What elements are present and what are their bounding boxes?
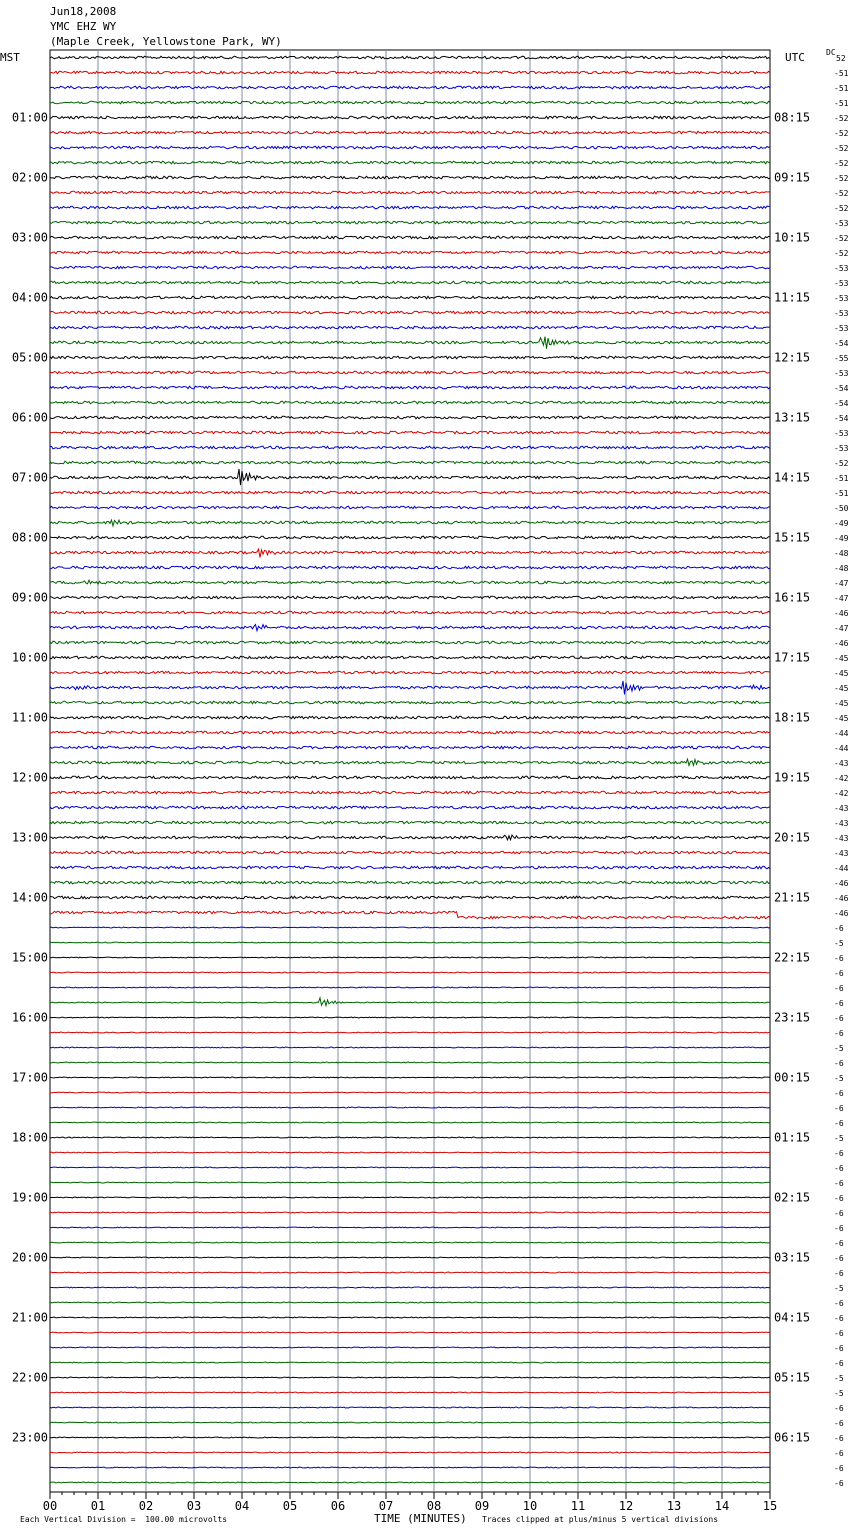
trace-row [50, 821, 770, 824]
dc-offset-label: -48 [834, 549, 849, 558]
trace-row [50, 431, 770, 434]
chart-location: (Maple Creek, Yellowstone Park, WY) [50, 35, 282, 48]
trace-row [50, 881, 770, 884]
trace-row [50, 266, 770, 269]
dc-offset-label: -6 [834, 1119, 844, 1128]
dc-offset-label: -6 [834, 1149, 844, 1158]
dc-offset-label: -6 [834, 1359, 844, 1368]
trace-row [50, 536, 770, 539]
mst-hour-label: 10:00 [11, 650, 48, 665]
trace-row [50, 1197, 770, 1198]
dc-offset-label: -5 [834, 1044, 844, 1053]
x-tick-label: 11 [570, 1499, 586, 1513]
x-tick-label: 04 [234, 1499, 250, 1513]
x-tick-label: 08 [426, 1499, 442, 1513]
x-tick-label: 02 [138, 1499, 154, 1513]
dc-offset-label: -6 [834, 1164, 844, 1173]
axis-labels [12, 54, 849, 1513]
dc-offset-label: -53 [834, 309, 849, 318]
trace-row [50, 1047, 770, 1048]
x-tick-label: 15 [762, 1499, 778, 1513]
x-tick-label: 13 [666, 1499, 682, 1513]
utc-hour-label: 15:15 [774, 530, 811, 545]
trace-row [50, 806, 770, 809]
mst-hour-label: 06:00 [11, 410, 48, 425]
dc-offset-label: -52 [834, 204, 849, 213]
trace-row [50, 1017, 770, 1018]
dc-offset-label: -5 [834, 1074, 844, 1083]
mst-hour-label: 09:00 [11, 590, 48, 605]
dc-offset-label: -42 [834, 789, 849, 798]
dc-offset-label: -53 [834, 264, 849, 273]
dc-offset-label: -6 [834, 1299, 844, 1308]
trace-row [50, 1257, 770, 1258]
trace-row [50, 191, 770, 194]
dc-offset-label: -47 [834, 579, 849, 588]
x-tick-label: 07 [378, 1499, 394, 1513]
dc-offset-label: -6 [834, 1449, 844, 1458]
dc-offset-label: -53 [834, 444, 849, 453]
dc-offset-label: -52 [834, 249, 849, 258]
mst-hour-label: 21:00 [11, 1310, 48, 1325]
trace-row [50, 835, 770, 840]
dc-offset-label: -6 [834, 1464, 844, 1473]
trace-row [50, 1272, 770, 1273]
dc-offset-label: -51 [834, 489, 849, 498]
dc-offset-label: -53 [834, 279, 849, 288]
x-tick-label: 05 [282, 1499, 298, 1513]
utc-hour-label: 02:15 [774, 1190, 811, 1205]
dc-offset-label: -45 [834, 699, 849, 708]
dc-offset-label: -6 [834, 1104, 844, 1113]
mst-hour-label: 04:00 [11, 290, 48, 305]
dc-offset-label: -6 [834, 1029, 844, 1038]
dc-offset-label: -6 [834, 1014, 844, 1023]
trace-row [50, 656, 770, 659]
trace-row [50, 972, 770, 973]
trace-row [50, 416, 770, 419]
mst-hour-label: 02:00 [11, 170, 48, 185]
mst-hour-label: 11:00 [11, 710, 48, 725]
trace-row [50, 776, 770, 779]
mst-hour-label: 05:00 [11, 350, 48, 365]
trace-row [50, 56, 770, 59]
utc-hour-label: 06:15 [774, 1430, 811, 1445]
trace-row [50, 206, 770, 209]
utc-hour-label: 08:15 [774, 110, 811, 125]
utc-hour-label: 14:15 [774, 470, 811, 485]
trace-row [50, 759, 770, 766]
dc-offset-label: -45 [834, 654, 849, 663]
trace-row [50, 1377, 770, 1378]
clip-note: Traces clipped at plus/minus 5 vertical divisions [482, 1515, 719, 1524]
trace-row [50, 957, 770, 958]
dc-offset-label: -52 [834, 159, 849, 168]
mst-hour-label: 19:00 [11, 1190, 48, 1205]
trace-row [50, 446, 770, 449]
dc-offset-label: -6 [834, 1329, 844, 1338]
dc-offset-label: -52 [834, 144, 849, 153]
dc-offset-label: -6 [834, 1224, 844, 1233]
x-tick-label: 12 [618, 1499, 634, 1513]
trace-row [50, 469, 770, 485]
mst-hour-label: 22:00 [11, 1370, 48, 1385]
trace-row [50, 942, 770, 943]
dc-offset-label: -53 [834, 369, 849, 378]
dc-offset-label: -52 [834, 234, 849, 243]
dc-offset-label: -53 [834, 324, 849, 333]
dc-offset-label: -43 [834, 759, 849, 768]
utc-hour-label: 01:15 [774, 1130, 811, 1145]
trace-row [50, 866, 770, 869]
trace-row [50, 1137, 770, 1138]
trace-row [50, 1437, 770, 1438]
dc-offset-label: -51 [834, 99, 849, 108]
dc-offset-label: -5 [834, 939, 844, 948]
dc-offset-label: -51 [834, 474, 849, 483]
trace-row [50, 1362, 770, 1363]
utc-hour-label: 04:15 [774, 1310, 811, 1325]
trace-row [50, 681, 770, 694]
trace-row [50, 296, 770, 299]
mst-hour-label: 03:00 [11, 230, 48, 245]
dc-offset-label: -46 [834, 909, 849, 918]
dc-offset-label: -53 [834, 219, 849, 228]
dc-offset-label: -52 [834, 174, 849, 183]
dc-offset-label: -44 [834, 744, 849, 753]
dc-offset-label: -46 [834, 609, 849, 618]
scale-note: Each Vertical Division = 100.00 microvolts [20, 1515, 228, 1524]
x-tick-label: 09 [474, 1499, 490, 1513]
trace-row [50, 371, 770, 374]
trace-row [50, 356, 770, 359]
utc-hour-label: 05:15 [774, 1370, 811, 1385]
dc-offset-label: -46 [834, 639, 849, 648]
utc-hour-label: 19:15 [774, 770, 811, 785]
utc-hour-label: 20:15 [774, 830, 811, 845]
trace-row [50, 176, 770, 179]
chart-station: YMC EHZ WY [50, 20, 117, 33]
trace-row [50, 386, 770, 389]
trace-row [50, 611, 770, 614]
trace-row [50, 1452, 770, 1453]
trace-row [50, 1152, 770, 1153]
utc-hour-label: 12:15 [774, 350, 811, 365]
utc-hour-label: 03:15 [774, 1250, 811, 1265]
utc-hour-label: 22:15 [774, 950, 811, 965]
dc-offset-label: -54 [834, 414, 849, 423]
dc-offset-label: -45 [834, 714, 849, 723]
trace-row [50, 1182, 770, 1183]
utc-hour-label: 18:15 [774, 710, 811, 725]
dc-offset-label: -49 [834, 519, 849, 528]
trace-row [50, 641, 770, 644]
dc-offset-label: -5 [834, 1374, 844, 1383]
trace-row [50, 701, 770, 704]
dc-offset-label: -6 [834, 1269, 844, 1278]
chart-date: Jun18,2008 [50, 5, 117, 18]
trace-row [50, 1317, 770, 1318]
trace-row [50, 86, 770, 89]
dc-offset-label: -52 [834, 114, 849, 123]
dc-offset-label: -43 [834, 834, 849, 843]
dc-offset-label: -5 [834, 1134, 844, 1143]
mst-hour-label: 12:00 [11, 770, 48, 785]
utc-hour-label: 10:15 [774, 230, 811, 245]
dc-offset-label: -6 [834, 1479, 844, 1488]
trace-row [50, 896, 770, 899]
dc-offset-label: -6 [834, 1314, 844, 1323]
x-axis-label: TIME (MINUTES) [374, 1512, 467, 1525]
utc-hour-label: 11:15 [774, 290, 811, 305]
dc-offset-label: -6 [834, 1059, 844, 1068]
mst-hour-label: 14:00 [11, 890, 48, 905]
mst-hour-label: 07:00 [11, 470, 48, 485]
trace-row [50, 987, 770, 988]
trace-row [50, 1062, 770, 1063]
mst-hour-label: 08:00 [11, 530, 48, 545]
trace-row [50, 251, 770, 254]
dc-offset-label: -46 [834, 879, 849, 888]
trace-row [50, 131, 770, 134]
trace-row [50, 998, 770, 1006]
dc-offset-label: -43 [834, 819, 849, 828]
trace-row [50, 1302, 770, 1303]
dc-offset-label: -47 [834, 624, 849, 633]
dc-offset-label: -54 [834, 339, 849, 348]
dc-offset-label: -6 [834, 1419, 844, 1428]
trace-row [50, 1092, 770, 1093]
trace-row [50, 1467, 770, 1468]
dc-offset-label: -42 [834, 774, 849, 783]
trace-row [50, 1077, 770, 1078]
utc-hour-label: 21:15 [774, 890, 811, 905]
trace-row [50, 746, 770, 749]
x-tick-label: 00 [42, 1499, 58, 1513]
dc-offset-label: -54 [834, 384, 849, 393]
trace-row [50, 927, 770, 928]
trace-row [50, 625, 770, 631]
dc-offset-label: -6 [834, 1179, 844, 1188]
dc-offset-label: -53 [834, 429, 849, 438]
trace-row [50, 731, 770, 734]
dc-offset-label: -45 [834, 684, 849, 693]
dc-offset-label: -55 [834, 354, 849, 363]
dc-offset-label: -52 [834, 189, 849, 198]
trace-row [50, 1287, 770, 1288]
x-tick-label: 01 [90, 1499, 106, 1513]
dc-offset-label: -54 [834, 399, 849, 408]
dc-offset-label: -5 [834, 1389, 844, 1398]
trace-row [50, 1407, 770, 1408]
mst-hour-label: 20:00 [11, 1250, 48, 1265]
dc-offset-label: -6 [834, 1089, 844, 1098]
trace-row [50, 71, 770, 74]
trace-row [50, 401, 770, 404]
dc-offset-label: -6 [834, 954, 844, 963]
dc-offset-label: -44 [834, 729, 849, 738]
mst-hour-label: 23:00 [11, 1430, 48, 1445]
trace-row [50, 1107, 770, 1108]
x-tick-label: 10 [522, 1499, 538, 1513]
dc-offset-label: -6 [834, 1404, 844, 1413]
dc-offset-label: -6 [834, 969, 844, 978]
dc-offset-label: -51 [834, 84, 849, 93]
dc-offset-label: -6 [834, 999, 844, 1008]
trace-row [50, 1332, 770, 1333]
trace-row [50, 1032, 770, 1033]
dc-offset-label: -6 [834, 984, 844, 993]
dc-offset-label: -46 [834, 894, 849, 903]
trace-row [50, 461, 770, 464]
dc-offset-label: -44 [834, 864, 849, 873]
dc-offset-label: -45 [834, 669, 849, 678]
trace-row [50, 1227, 770, 1228]
mst-hour-label: 01:00 [11, 110, 48, 125]
trace-row [50, 146, 770, 149]
mst-hour-label: 17:00 [11, 1070, 48, 1085]
trace-row [50, 791, 770, 794]
trace-row [50, 716, 770, 719]
dc-offset-label: -51 [834, 69, 849, 78]
trace-row [50, 236, 770, 239]
trace-row [50, 1212, 770, 1213]
utc-hour-label: 17:15 [774, 650, 811, 665]
trace-row [50, 116, 770, 119]
trace-row [50, 1167, 770, 1168]
dc-offset-label: -47 [834, 594, 849, 603]
grid [50, 50, 770, 1499]
dc-offset-label: -43 [834, 804, 849, 813]
trace-row [50, 1482, 770, 1483]
trace-row [50, 281, 770, 284]
trace-row [50, 161, 770, 164]
trace-row [50, 101, 770, 104]
trace-row [50, 506, 770, 509]
dc-offset-label: -43 [834, 849, 849, 858]
utc-hour-label: 09:15 [774, 170, 811, 185]
right-axis-title: UTC [785, 51, 805, 64]
dc-offset-label: -6 [834, 1194, 844, 1203]
mst-hour-label: 13:00 [11, 830, 48, 845]
left-axis-title: MST [0, 51, 20, 64]
dc-offset-label: -6 [834, 1254, 844, 1263]
dc-offset-label: -5 [834, 1284, 844, 1293]
dc-offset-label: -6 [834, 1344, 844, 1353]
trace-row [50, 1122, 770, 1123]
trace-row [50, 671, 770, 674]
dc-offset-label: -50 [834, 504, 849, 513]
trace-row [50, 491, 770, 494]
utc-hour-label: 00:15 [774, 1070, 811, 1085]
utc-hour-label: 13:15 [774, 410, 811, 425]
trace-row [50, 1422, 770, 1423]
trace-row [50, 221, 770, 224]
dc-offset-label: -52 [834, 459, 849, 468]
dc-offset-label: -48 [834, 564, 849, 573]
dc-offset-label: -6 [834, 1209, 844, 1218]
mst-hour-label: 15:00 [11, 950, 48, 965]
trace-row [50, 580, 770, 584]
x-tick-label: 14 [714, 1499, 730, 1513]
trace-row [50, 851, 770, 854]
dc-offset-label: -52 [834, 129, 849, 138]
dc-offset-label: -6 [834, 1239, 844, 1248]
dc-offset-label: -53 [834, 294, 849, 303]
trace-row [50, 1347, 770, 1348]
utc-hour-label: 23:15 [774, 1010, 811, 1025]
trace-row [50, 549, 770, 557]
trace-row [50, 326, 770, 329]
mst-hour-label: 16:00 [11, 1010, 48, 1025]
trace-row [50, 596, 770, 599]
x-tick-label: 06 [330, 1499, 346, 1513]
trace-row [50, 911, 770, 919]
trace-row [50, 520, 770, 526]
trace-row [50, 566, 770, 569]
dc-offset-label: 52 [836, 54, 846, 63]
x-tick-label: 03 [186, 1499, 202, 1513]
trace-row [50, 1392, 770, 1393]
mst-hour-label: 18:00 [11, 1130, 48, 1145]
traces [50, 56, 770, 1483]
trace-row [50, 311, 770, 314]
dc-offset-label: -6 [834, 924, 844, 933]
dc-offset-label: -6 [834, 1434, 844, 1443]
trace-row [50, 337, 770, 349]
utc-hour-label: 16:15 [774, 590, 811, 605]
dc-label: DC [826, 48, 836, 57]
trace-row [50, 1242, 770, 1243]
dc-offset-label: -49 [834, 534, 849, 543]
